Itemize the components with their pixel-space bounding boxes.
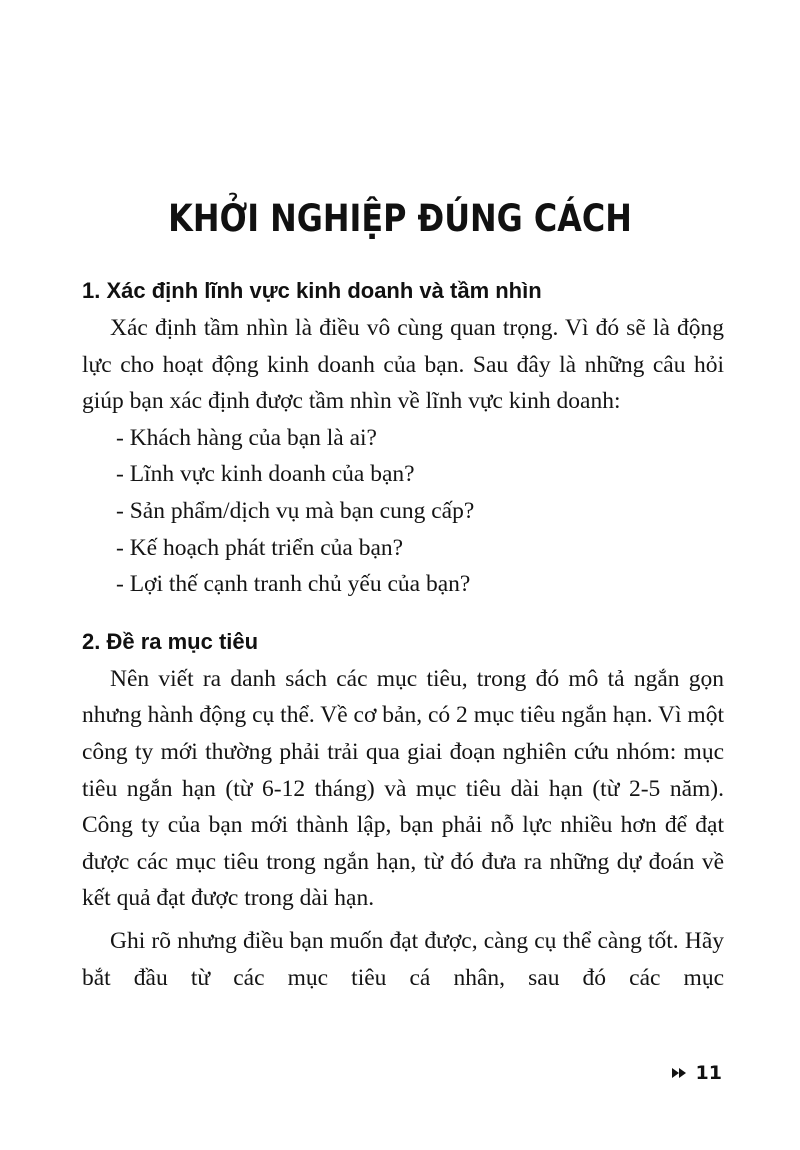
page-number: 11 xyxy=(695,1062,722,1084)
question-list xyxy=(82,420,724,603)
list-item: - Kế hoạch phát triển của bạn? xyxy=(116,534,404,561)
chapter-title: KHỞI NGHIỆP ĐÚNG CÁCH xyxy=(168,196,632,240)
double-arrow-right-icon xyxy=(672,1067,688,1079)
list-item: - Khách hàng của bạn là ai? xyxy=(116,424,377,451)
page-footer xyxy=(672,1062,722,1084)
section-heading-1: 1. Xác định lĩnh vực kinh doanh và tầm nhìn xyxy=(82,278,542,303)
section-heading-2: 2. Đề ra mục tiêu xyxy=(82,628,259,654)
section-spacer xyxy=(82,603,724,623)
list-item: - Lĩnh vực kinh doanh của bạn? xyxy=(116,461,415,488)
section-1-paragraph: Xác định tầm nhìn là điều vô cùng quan trọng. Vì đó sẽ là động lực cho hoạt động kinh doanh của bạn. Sau đây là những câu hỏi giúp bạn xác định được tầm nhìn về lĩnh vực kinh doanh: xyxy=(82,315,724,415)
section-2-paragraph-1: Nên viết ra danh sách các mục tiêu, trong đó mô tả ngắn gọn nhưng hành động cụ thể. Về cơ bản, có 2 mục tiêu ngắn hạn. Vì một công ty mới thường phải trải qua giai đoạn nghiên cứu nhóm: mục tiêu ngắn hạn (từ 6-12 tháng) và mục tiêu dài hạn (từ 2-5 năm). Công ty của bạn mới thành lập, bạn phải nỗ lực nhiều hơn để đạt được các mục tiêu trong ngắn hạn, từ đó đưa ra những dự đoán về kết quả đạt được trong dài hạn. xyxy=(82,665,724,912)
section-2-paragraph-2: Ghi rõ nhưng điều bạn muốn đạt được, càng cụ thể càng tốt. Hãy bắt đầu từ các mục tiêu cá nhân, sau đó các mục xyxy=(82,927,724,991)
page-content xyxy=(82,272,724,996)
list-item: - Sản phẩm/dịch vụ mà bạn cung cấp? xyxy=(116,497,475,524)
list-item: - Lợi thế cạnh tranh chủ yếu của bạn? xyxy=(116,571,471,598)
